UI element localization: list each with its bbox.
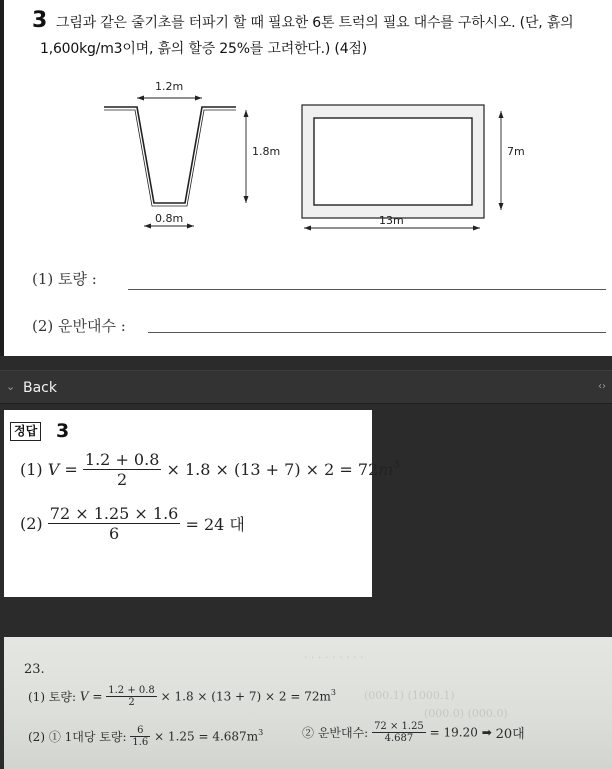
- fraction-numerator: 72 × 1.25 × 1.6: [49, 504, 179, 523]
- photo-line-2b-fraction: [372, 721, 426, 744]
- equation-1-label: (1): [20, 460, 43, 479]
- photo-line-1-fraction: [106, 685, 157, 708]
- equation-1-unit-exponent: 3: [393, 459, 400, 471]
- photo-item-number: 23.: [24, 662, 45, 677]
- viewer-toolbar: [0, 370, 612, 404]
- fraction-numerator: 6: [130, 725, 150, 737]
- fraction-denominator: 6: [108, 524, 120, 543]
- foundation-figure: [4, 70, 612, 240]
- textbook-photo-panel: [4, 637, 612, 769]
- equation-1-lhs: V =: [47, 460, 78, 479]
- fraction-denominator: 2: [128, 697, 135, 708]
- bleed-through-text: (000.0) (000.0): [424, 707, 508, 720]
- equation-1-rest: × 1.8 × (13 + 7) × 2 = 72: [166, 460, 379, 479]
- question-text-line1: 그림과 같은 줄기초를 터파기 할 때 필요한 6톤 트럭의 필요 대수를 구하시오. (단, 흙의: [56, 15, 574, 31]
- fraction-numerator: 1.2 + 0.8: [108, 685, 155, 696]
- top-width-label: 1.2m: [155, 80, 184, 93]
- plan-height-label: 7m: [507, 145, 525, 158]
- photo-line-1-rest: × 1.8 × (13 + 7) × 2 = 72m: [160, 689, 331, 704]
- photo-line-2b-result: 20대: [495, 727, 525, 742]
- photo-solution-line-2a: [28, 725, 263, 748]
- question-number: 3: [32, 8, 48, 33]
- expand-arrows-icon[interactable]: ‹›: [598, 381, 606, 392]
- truck-count-label: (2) 운반대수 :: [32, 317, 126, 335]
- photo-line-2a-fraction: [130, 725, 150, 748]
- equation-2-fraction: [48, 504, 181, 543]
- fraction-numerator: 1.2 + 0.8: [84, 450, 160, 469]
- fraction-denominator: 1.6: [132, 737, 149, 748]
- photo-line-2a-label: (2) ① 1대당 토량:: [28, 730, 127, 744]
- equation-2-result: = 24 대: [185, 515, 245, 534]
- fraction-numerator: 72 × 1.25: [374, 721, 424, 732]
- plan-width-label: 13m: [379, 214, 404, 227]
- plan-view-drawing: [302, 105, 504, 231]
- photo-line-1-exponent: 3: [330, 688, 336, 697]
- equation-1-fraction: [83, 450, 161, 489]
- bottom-width-label: 0.8m: [155, 212, 184, 225]
- question-text-line2: 1,600kg/m3이며, 흙의 할증 25%를 고려한다.) (4점): [40, 41, 367, 57]
- photo-line-1-lhs: V =: [79, 689, 103, 704]
- fraction-denominator: 4.687: [384, 733, 414, 744]
- answer-equation-1: [20, 450, 400, 489]
- bleed-through-text: (000.1) (1000.1): [364, 689, 455, 702]
- photo-line-1-label: (1) 토량:: [28, 690, 77, 704]
- photo-line-2a-rest: × 1.25 = 4.687m: [154, 729, 259, 744]
- answer-panel: [4, 410, 400, 597]
- chevron-down-icon[interactable]: ⌄: [6, 380, 16, 393]
- photo-line-2a-exponent: 3: [258, 728, 264, 737]
- question-panel: [0, 0, 612, 356]
- fraction-denominator: 2: [117, 470, 128, 489]
- bleed-through-text: · · · · · · · · ·: [304, 651, 364, 664]
- photo-solution-line-2b: [302, 721, 525, 744]
- truck-count-answer-line: [148, 332, 606, 333]
- depth-label: 1.8m: [252, 145, 281, 158]
- equation-2-label: (2): [20, 514, 43, 533]
- back-button[interactable]: Back: [23, 380, 57, 396]
- trench-section-drawing: [104, 96, 249, 229]
- soil-volume-answer-line: [128, 289, 606, 290]
- photo-line-2b-label: ② 운반대수:: [302, 726, 369, 740]
- answer-badge: 정답: [10, 422, 41, 441]
- right-arrow-icon: ➡: [481, 725, 492, 740]
- answer-number: 3: [56, 420, 70, 442]
- photo-line-2b-rest: = 19.20: [429, 725, 478, 740]
- equation-1-unit: m: [378, 460, 394, 479]
- photo-solution-line-1: [28, 685, 336, 708]
- soil-volume-label: (1) 토량 :: [32, 270, 97, 288]
- answer-equation-2: [20, 504, 245, 543]
